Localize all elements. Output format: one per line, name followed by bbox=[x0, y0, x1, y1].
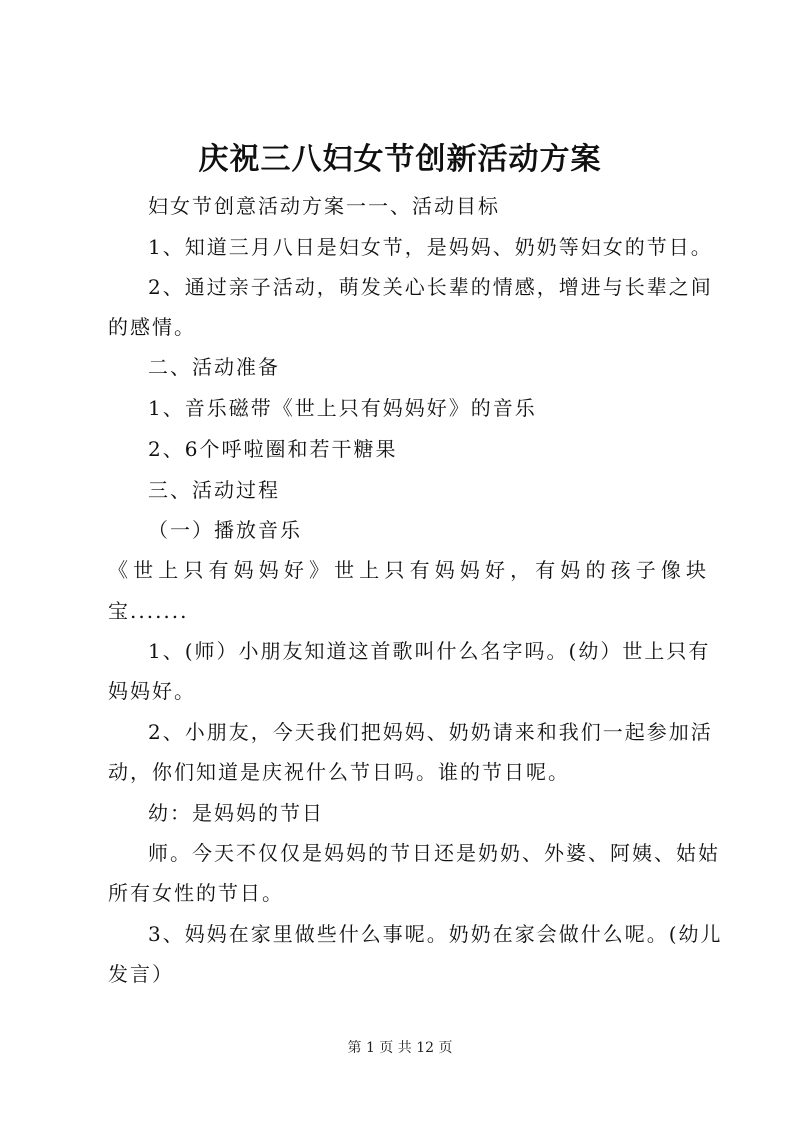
paragraph-line: 妇女节创意活动方案一一、活动目标 bbox=[148, 194, 500, 218]
paragraph-line: 2、小朋友，今天我们把妈妈、奶奶请来和我们一起参加活 bbox=[148, 720, 713, 744]
page-number-footer: 第 1 页 共 12 页 bbox=[347, 1040, 453, 1056]
paragraph-line: 幼：是妈妈的节日 bbox=[148, 801, 324, 825]
paragraph-line: 所有女性的节日。 bbox=[108, 881, 284, 905]
paragraph-line: 1、音乐磁带《世上只有妈妈好》的音乐 bbox=[148, 396, 537, 420]
paragraph-line: 妈妈好。 bbox=[108, 679, 196, 703]
paragraph-line: 1、(师）小朋友知道这首歌叫什么名字吗。(幼）世上只有 bbox=[148, 639, 711, 663]
paragraph-line: 3、妈妈在家里做些什么事呢。奶奶在家会做什么呢。(幼儿 bbox=[148, 922, 723, 946]
paragraph-line: 动，你们知道是庆祝什么节日吗。谁的节日呢。 bbox=[108, 760, 570, 784]
section-heading: 二、活动准备 bbox=[148, 355, 280, 379]
paragraph-line: 师。今天不仅仅是妈妈的节日还是奶奶、外婆、阿姨、姑姑 bbox=[148, 841, 720, 865]
paragraph-line: 宝....... bbox=[108, 599, 189, 623]
paragraph-line: 2、通过亲子活动，萌发关心长辈的情感，增进与长辈之间 bbox=[148, 275, 713, 299]
paragraph-line: 的感情。 bbox=[108, 315, 196, 339]
paragraph-line: 1、知道三月八日是妇女节，是妈妈、奶奶等妇女的节日。 bbox=[148, 235, 713, 259]
section-heading: 三、活动过程 bbox=[148, 478, 280, 502]
paragraph-line: 2、6个呼啦圈和若干糖果 bbox=[148, 437, 398, 461]
paragraph-line: 发言） bbox=[108, 962, 174, 986]
paragraph-line: 《世上只有妈妈好》世上只有妈妈好，有妈的孩子像块 bbox=[108, 558, 708, 582]
document-title: 庆祝三八妇女节创新活动方案 bbox=[198, 142, 602, 177]
subsection-heading: （一）播放音乐 bbox=[148, 518, 302, 542]
